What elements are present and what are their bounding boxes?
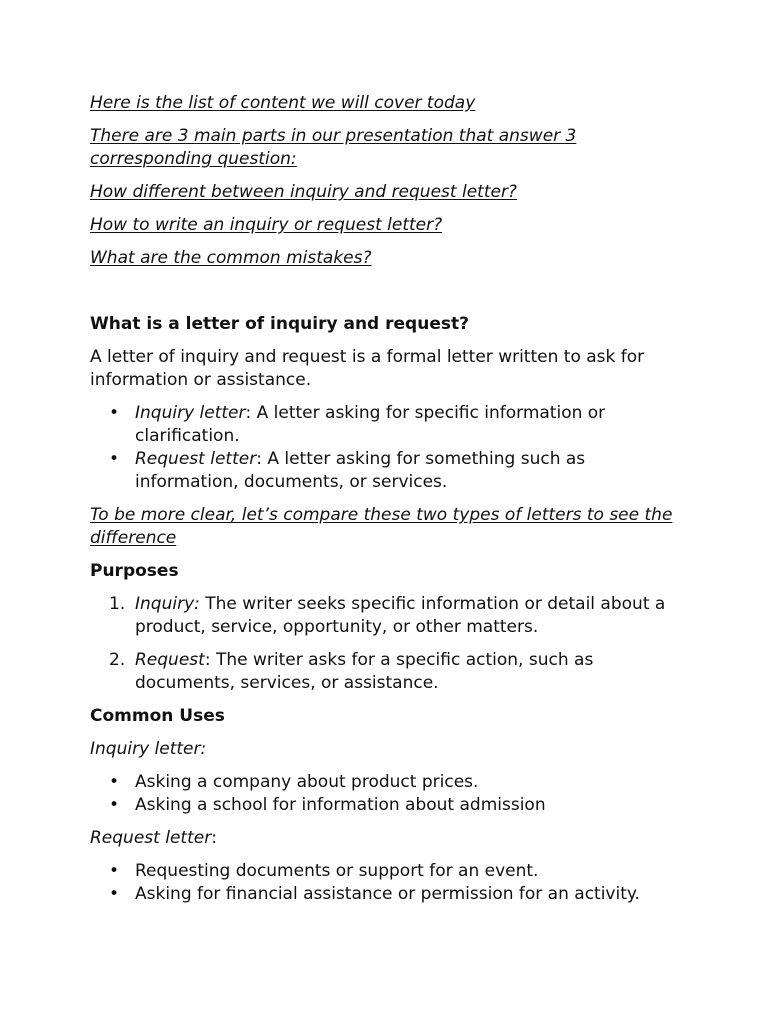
list-item: • Asking a school for information about admission bbox=[135, 794, 690, 817]
intro-question-2: How to write an inquiry or request letter? bbox=[90, 215, 443, 235]
heading-what-is: What is a letter of inquiry and request? bbox=[90, 314, 469, 334]
inquiry-uses-list bbox=[90, 771, 690, 817]
list-item-term: Request letter bbox=[135, 449, 257, 469]
list-item-term: Inquiry letter bbox=[135, 403, 246, 423]
heading-common-uses: Common Uses bbox=[90, 706, 225, 726]
heading-purposes: Purposes bbox=[90, 561, 179, 581]
inquiry-label: Inquiry letter: bbox=[90, 739, 207, 759]
purposes-list bbox=[90, 593, 690, 695]
section-spacer bbox=[90, 280, 690, 313]
list-item-term: Inquiry: bbox=[135, 594, 200, 614]
list-item bbox=[109, 649, 690, 695]
list-item bbox=[135, 402, 690, 448]
list-item-text: : A letter asking for specific information or clarification. bbox=[135, 403, 606, 446]
letter-types-list bbox=[90, 402, 690, 494]
intro-line-2: There are 3 main parts in our presentation that answer 3 corresponding question: bbox=[90, 126, 577, 169]
list-item bbox=[109, 593, 690, 639]
request-label-line bbox=[90, 827, 690, 850]
list-item-term: Request bbox=[135, 650, 205, 670]
intro-line-1: Here is the list of content we will cover today bbox=[90, 93, 476, 113]
list-item: • Requesting documents or support for an event. bbox=[135, 860, 690, 883]
list-item: • Asking a company about product prices. bbox=[135, 771, 690, 794]
list-item-number: 2. bbox=[109, 650, 126, 670]
definition-paragraph: A letter of inquiry and request is a formal letter written to ask for information or assistance. bbox=[90, 347, 645, 390]
request-uses-list bbox=[90, 860, 690, 906]
list-item: • Asking for financial assistance or permission for an activity. bbox=[135, 883, 690, 906]
request-label: Request letter bbox=[90, 828, 212, 848]
list-item bbox=[135, 448, 690, 494]
list-item-text: : A letter asking for something such as information, documents, or services. bbox=[135, 449, 586, 492]
request-label-colon: : bbox=[211, 828, 217, 848]
intro-question-3: What are the common mistakes? bbox=[90, 248, 372, 268]
list-item-text: : The writer asks for a specific action, such as documents, services, or assistance. bbox=[135, 650, 594, 693]
list-item-number: 1. bbox=[109, 594, 126, 614]
intro-question-1: How different between inquiry and request letter? bbox=[90, 182, 517, 202]
inquiry-label-line bbox=[90, 738, 690, 761]
document-page bbox=[90, 92, 690, 916]
list-item-text: The writer seeks specific information or detail about a product, service, opportunity, or other matters. bbox=[135, 594, 666, 637]
compare-note: To be more clear, let’s compare these two types of letters to see the difference bbox=[90, 505, 673, 548]
